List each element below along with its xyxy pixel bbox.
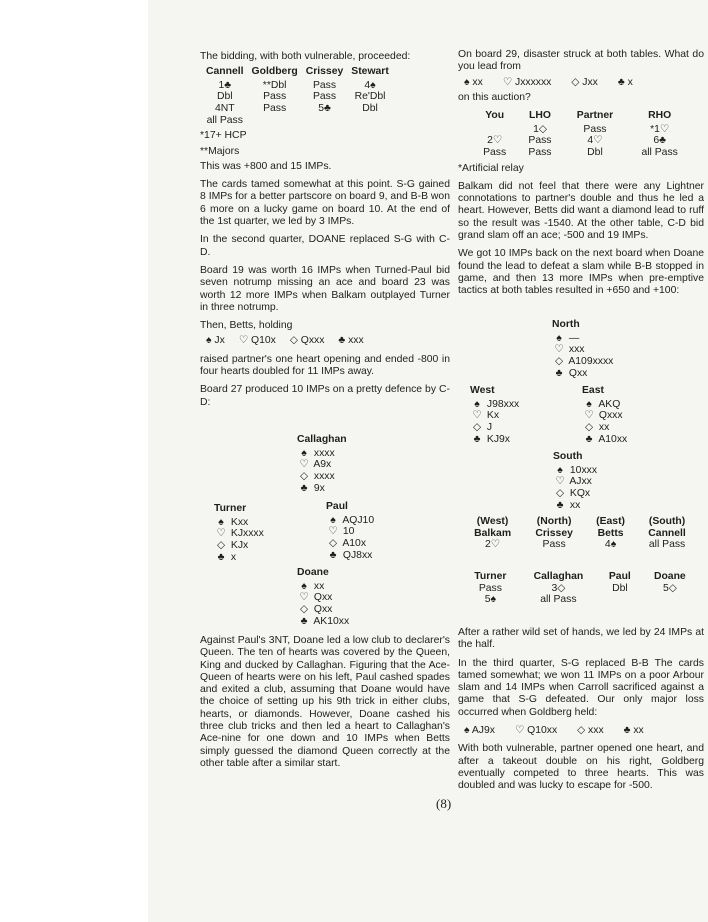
table-two-auction (462, 571, 698, 606)
auction-cell: 1♣ (218, 79, 232, 91)
card-holding: Qxx (313, 592, 333, 604)
left-column-bottom (200, 635, 450, 776)
card-holding: xxxx (313, 471, 335, 483)
auction-cell: Dbl (612, 582, 628, 594)
card-holding: AQJ10 (342, 514, 375, 526)
card-holding: 10xxx (569, 464, 598, 476)
heart-icon: ♡ (584, 410, 594, 422)
card-holding: xx (569, 499, 581, 511)
spade-icon: ♠ (330, 514, 336, 526)
left-column (200, 51, 450, 415)
auction-header: Crissey (305, 66, 344, 78)
card-holding: 10 (342, 526, 355, 538)
hand-south-27 (297, 567, 349, 628)
hand-suit: ♡ Jxxxxxx (502, 76, 552, 88)
club-icon: ♣ (300, 482, 308, 494)
paragraph: Then, Betts, holding (200, 320, 293, 332)
player-name: Doane (297, 567, 329, 578)
spade-icon: ♠ (301, 447, 307, 459)
hand-suit: ♣ x (617, 76, 633, 88)
heart-icon: ♡ (328, 526, 338, 538)
paragraph: Board 19 was worth 16 IMPs when Turned-Paul bid seven notrump missing an ace and board 23 was worth 12 more IMPs when Balkam outplayed Turner in three notrump. (200, 264, 450, 313)
card-holding: QJ8xx (342, 549, 373, 561)
paragraph: Against Paul's 3NT, Doane led a low club to declarer's Queen. The ten of hearts was covered by the Queen, King and ducked by Callaghan. Figuring that the Ace-Queen of hearts were on his left, Paul cashed spades and exited a club, assuming that Doane would have the choice of setting up his 9th trick in either clubs, hearts, or diamonds. However, Doane cashed his three club tricks and then led a heart to Callaghan's Ace-nine for one down and 10 IMPs when Betts simply guessed the diamond Queen correctly at the other table after a similar start. (200, 635, 450, 769)
auction-cell: **Dbl (262, 79, 287, 91)
card-holding: J98xxx (486, 398, 520, 410)
auction-cell: 6♣ (653, 135, 666, 147)
paragraph: on this auction? (458, 91, 531, 103)
spade-icon: ♠ (301, 580, 307, 592)
heart-icon: ♡ (555, 476, 565, 488)
club-icon: ♣ (556, 499, 564, 511)
card-holding: xx (598, 422, 610, 434)
card-holding: AJxx (569, 476, 592, 488)
player-name: North (552, 319, 580, 330)
spade-icon: ♠ (586, 398, 592, 410)
betts-hand (206, 335, 450, 347)
player-name: Paul (608, 571, 631, 582)
hand-suit: ♡ Q10xx (514, 725, 558, 737)
auction-table-2 (472, 110, 692, 158)
player-name: Doane (653, 571, 686, 582)
card-holding: x (230, 551, 237, 563)
auction-header: You (485, 110, 505, 122)
right-column-bottom (458, 627, 704, 799)
hand-south (553, 451, 597, 512)
auction-cell: Pass (478, 582, 502, 594)
diamond-icon: ◇ (585, 422, 593, 434)
player-name: Callaghan (297, 434, 347, 445)
hand-suit: ♠ Jx (206, 335, 225, 347)
seat-header: (West) (476, 516, 509, 527)
auction-cell: 2♡ (487, 135, 503, 147)
auction-cell: 4NT (214, 103, 235, 115)
paragraph: Board 27 produced 10 IMPs on a pretty defence by C-D: (200, 384, 450, 408)
right-column (458, 49, 704, 304)
table-one-auction (462, 516, 698, 551)
card-holding: Qxx (568, 367, 588, 379)
note-majors: **Majors (200, 145, 240, 157)
spade-icon: ♠ (557, 464, 563, 476)
auction-cell: Pass (542, 539, 566, 551)
paragraph: raised partner's one heart opening and ended -800 in four hearts doubled for 11 IMPs away. (200, 353, 450, 378)
paragraph: After a rather wild set of hands, we led by 24 IMPs at the half. (458, 627, 704, 651)
auction-cell: 5◇ (662, 582, 677, 594)
hand-suit: ♣ xxx (338, 335, 364, 347)
paragraph: The cards tamed somewhat at this point. S-G gained 8 IMPs for a better partscore on board 9, and B-B won 6 more on a lucky game on board 10. At the end of the 1st quarter, we led by 3 IMPs. (200, 179, 450, 228)
goldberg-hand (464, 725, 704, 737)
card-holding: KJ9x (486, 433, 510, 445)
card-holding: KJxxxx (230, 528, 264, 540)
club-icon: ♣ (585, 433, 593, 445)
player-name: Cannell (648, 527, 686, 539)
heart-icon: ♡ (216, 528, 226, 540)
auction-cell: Dbl (362, 103, 378, 115)
player-name: Crissey (535, 527, 573, 539)
hand-suit: ◇ Qxxx (289, 335, 325, 347)
player-name: Paul (326, 501, 348, 512)
card-holding: A109xxxx (568, 356, 614, 368)
auction-cell: Pass (263, 103, 287, 115)
club-icon: ♣ (329, 549, 337, 561)
card-holding: 9x (313, 482, 325, 494)
auction-cell: 5♠ (484, 594, 497, 606)
auction-cell: Pass (583, 123, 607, 135)
auction-header: Partner (576, 110, 614, 122)
player-name: Turner (214, 503, 247, 514)
auction-header: RHO (648, 110, 672, 122)
hand-west (470, 385, 519, 446)
card-holding: KJx (230, 540, 249, 552)
heart-icon: ♡ (299, 459, 309, 471)
heart-icon: ♡ (554, 344, 564, 356)
auction-cell: 1◇ (533, 123, 547, 135)
paragraph: In the second quarter, DOANE replaced S-G with C-D. (200, 234, 450, 258)
player-name: Betts (597, 527, 624, 539)
auction-cell: Pass (312, 79, 337, 91)
paragraph: On board 29, disaster struck at both tables. What do you lead from (458, 49, 704, 73)
diamond-icon: ◇ (556, 488, 564, 500)
hand-north (552, 319, 613, 380)
heart-icon: ♡ (299, 592, 309, 604)
lead-hand (464, 77, 704, 89)
card-holding: KQx (569, 488, 591, 500)
player-name: East (582, 385, 604, 396)
player-name: Balkam (474, 527, 512, 539)
auction-header: LHO (529, 110, 551, 122)
auction-cell: Dbl (216, 91, 233, 103)
auction-cell: all Pass (206, 114, 243, 126)
card-holding: A9x (313, 459, 332, 471)
auction-cell: 4♠ (364, 79, 376, 91)
diamond-icon: ◇ (300, 604, 308, 616)
card-holding: Qxxx (598, 410, 623, 422)
auction-cell: Pass (263, 91, 287, 103)
card-holding: AK10xx (313, 615, 350, 627)
hand-west-27 (214, 503, 264, 564)
hand-north-27 (297, 434, 347, 495)
auction-cell: Pass (483, 146, 507, 158)
auction-cell: 3◇ (551, 582, 566, 594)
auction-cell: 2♡ (485, 539, 501, 551)
auction-cell: Pass (528, 146, 552, 158)
hand-suit: ♡ Q10x (238, 335, 276, 347)
seat-header: (North) (536, 516, 572, 527)
hand-suit: ♣ xx (623, 725, 644, 737)
paragraph: In the third quarter, S-G replaced B-B The cards tamed somewhat; we won 11 IMPs on a poor Arbour slam and 14 IMPs when Carroll sacrificed against a game that S-G defeated. Our only major loss occurred when Goldberg held: (458, 657, 704, 718)
auction-cell: *1♡ (650, 123, 670, 135)
club-icon: ♣ (473, 433, 481, 445)
diamond-icon: ◇ (329, 538, 337, 550)
spade-icon: ♠ (556, 332, 562, 344)
auction-header: Cannell (206, 66, 244, 78)
hand-suit: ♠ xx (464, 76, 483, 88)
player-name: West (470, 385, 495, 396)
auction-cell: Pass (528, 135, 552, 147)
card-holding: Qxx (313, 604, 333, 616)
auction-table-1 (202, 66, 393, 126)
auction-cell: all Pass (641, 146, 678, 158)
auction-cell: 4♠ (604, 539, 617, 551)
page-number: (8) (436, 796, 452, 811)
paragraph: Balkam did not feel that there were any Lightner connotations to partner's double and thus he led a heart. However, Betts did want a diamond lead to ruff so the result was -1540. At the other table, C-D bid grand slam off an ace; -500 and 19 IMPs. (458, 180, 704, 242)
spade-icon: ♠ (218, 516, 224, 528)
note-artificial: *Artificial relay (458, 162, 524, 174)
result-text: This was +800 and 15 IMPs. (200, 160, 332, 172)
card-holding: AKQ (598, 398, 621, 410)
auction-cell: Re'Dbl (354, 91, 386, 103)
card-holding: J (486, 422, 493, 434)
hand-suit: ◇ Jxx (571, 76, 598, 88)
intro-text: The bidding, with both vulnerable, proceeded: (200, 51, 411, 62)
club-icon: ♣ (300, 615, 308, 627)
diamond-icon: ◇ (473, 422, 481, 434)
card-holding: Kxx (230, 516, 249, 528)
auction-cell: all Pass (648, 539, 686, 551)
heart-icon: ♡ (472, 410, 482, 422)
seat-header: (East) (596, 516, 626, 527)
player-name: Callaghan (533, 571, 584, 582)
card-holding: xx (313, 580, 325, 592)
hand-suit: ◇ xxx (577, 725, 604, 737)
card-holding: A10xx (598, 433, 628, 445)
diamond-icon: ◇ (555, 356, 563, 368)
spade-icon: ♠ (474, 398, 480, 410)
auction-cell: 4♡ (587, 135, 603, 147)
player-name: South (553, 451, 583, 462)
card-holding: xxx (568, 344, 585, 356)
card-holding: A10x (342, 538, 367, 550)
auction-cell: Dbl (587, 146, 603, 158)
player-name: Turner (474, 571, 507, 582)
auction-cell: all Pass (540, 594, 577, 606)
club-icon: ♣ (555, 367, 563, 379)
diamond-icon: ◇ (217, 540, 225, 552)
hand-east-27 (326, 501, 374, 562)
auction-header: Goldberg (251, 66, 298, 78)
hand-suit: ♠ AJ9x (464, 725, 495, 737)
card-holding: xxxx (313, 447, 335, 459)
diamond-icon: ◇ (300, 471, 308, 483)
club-icon: ♣ (217, 551, 225, 563)
hand-east (582, 385, 627, 446)
auction-header: Stewart (351, 66, 389, 78)
auction-cell: 5♣ (318, 103, 331, 115)
paragraph: We got 10 IMPs back on the next board when Doane found the lead to defeat a slam while B-B stopped in game, and then 13 more IMPs when pre-emptive tactics at both tables resulted in +650 and +100: (458, 248, 704, 297)
paragraph: With both vulnerable, partner opened one heart, and after a takeout double on his right, Goldberg eventually competed to three hearts. This was doubled and was lucky to escape for -500. (458, 743, 704, 792)
auction-cell: Pass (312, 91, 337, 103)
card-holding: Kx (486, 410, 500, 422)
card-holding: — (568, 332, 580, 344)
note-hcp: *17+ HCP (200, 130, 247, 142)
seat-header: (South) (648, 516, 686, 527)
